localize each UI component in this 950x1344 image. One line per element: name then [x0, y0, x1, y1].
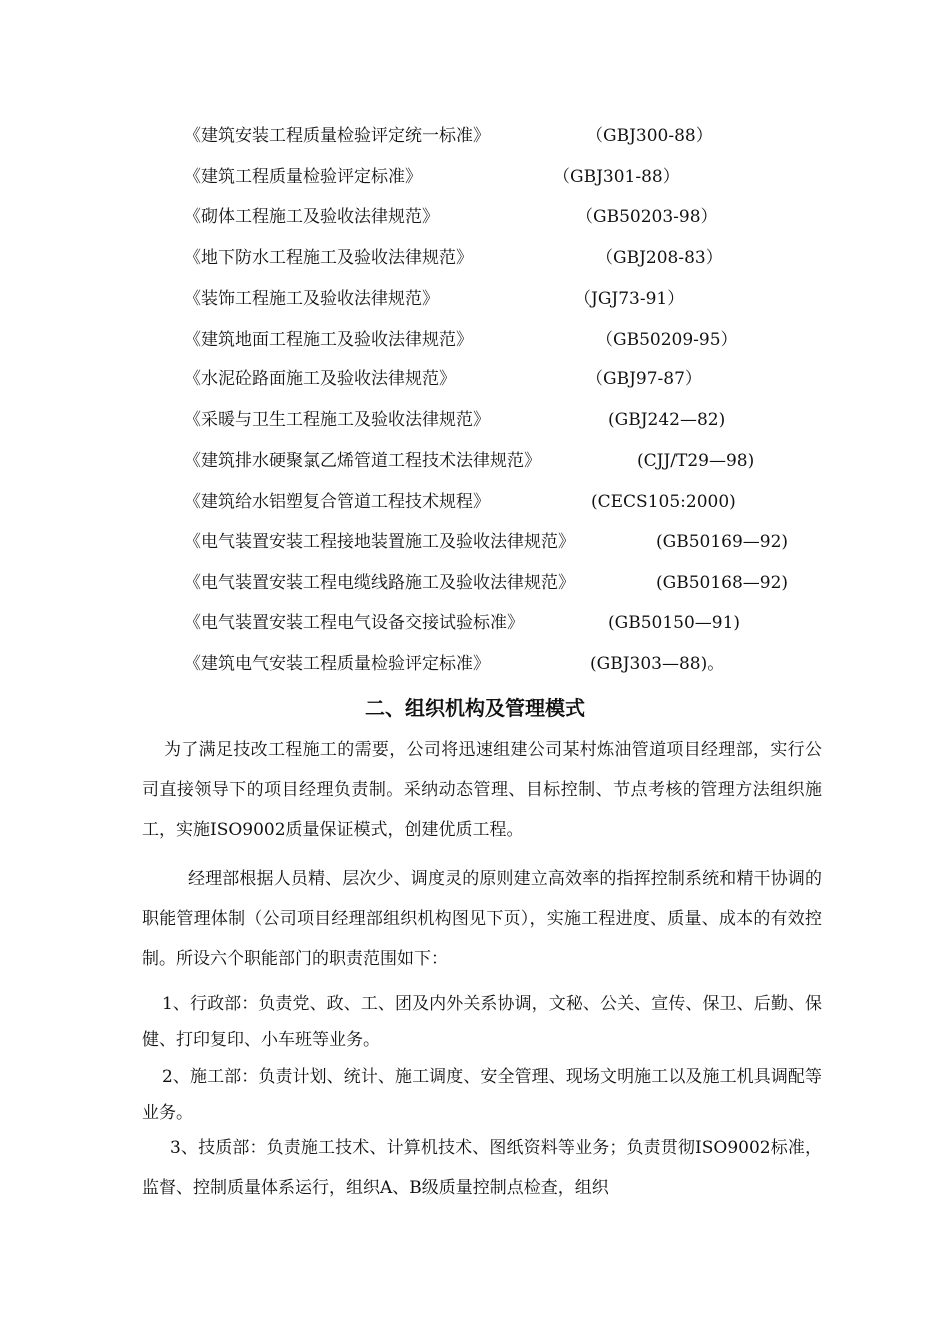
standard-item	[0, 608, 950, 638]
paragraph-construction-dept: 2、施工部：负责计划、统计、施工调度、安全管理、现场文明施工以及施工机具调配等业务。	[142, 1067, 822, 1123]
standard-item	[0, 649, 950, 679]
standard-item	[0, 364, 950, 394]
standard-name: 《采暖与卫生工程施工及验收法律规范》	[184, 410, 490, 430]
standard-name: 《建筑给水铝塑复合管道工程技术规程》	[184, 492, 490, 512]
standard-name: 《建筑安装工程质量检验评定统一标准》	[184, 126, 490, 146]
standard-item	[0, 487, 950, 517]
standard-item	[0, 568, 950, 598]
standard-name: 《电气装置安装工程电缆线路施工及验收法律规范》	[184, 573, 575, 593]
standard-item	[0, 243, 950, 273]
standard-name: 《砌体工程施工及验收法律规范》	[184, 207, 439, 227]
standard-code: （GB50203-98）	[576, 207, 718, 227]
standard-code: （GBJ301-88）	[553, 167, 680, 187]
standard-item	[0, 405, 950, 435]
section-heading: 二、组织机构及管理模式	[365, 696, 585, 720]
standard-code: (CJJ/T29—98)	[637, 451, 755, 471]
standard-code: (GB50150—91)	[608, 613, 741, 633]
standard-code: (GBJ242—82)	[608, 410, 726, 430]
standard-item	[0, 121, 950, 151]
standard-name: 《电气装置安装工程电气设备交接试验标准》	[184, 613, 524, 633]
standard-code: (CECS105:2000)	[591, 492, 736, 512]
standard-item	[0, 162, 950, 192]
paragraph-admin-dept: 1、行政部：负责党、政、工、团及内外关系协调，文秘、公关、宣传、保卫、后勤、保健、打印复印、小车班等业务。	[142, 994, 822, 1050]
standard-code: (GB50169—92)	[656, 532, 789, 552]
standard-code: （GBJ300-88）	[586, 126, 713, 146]
standard-name: 《建筑排水硬聚氯乙烯管道工程技术法律规范》	[184, 451, 541, 471]
standard-name: 《建筑电气安装工程质量检验评定标准》	[184, 654, 490, 674]
standard-item	[0, 325, 950, 355]
paragraph-intro: 为了满足技改工程施工的需要，公司将迅速组建公司某村炼油管道项目经理部，实行公司直接领导下的项目经理负责制。采纳动态管理、目标控制、节点考核的管理方法组织施工，实施ISO9002质量保证模式，创建优质工程。	[142, 740, 822, 840]
standard-code: （JGJ73-91）	[574, 289, 685, 309]
standard-name: 《地下防水工程施工及验收法律规范》	[184, 248, 473, 268]
standard-name: 《装饰工程施工及验收法律规范》	[184, 289, 439, 309]
paragraph-structure: 经理部根据人员精、层次少、调度灵的原则建立高效率的指挥控制系统和精干协调的职能管理体制（公司项目经理部组织机构图见下页），实施工程进度、质量、成本的有效控制。所设六个职能部门的职责范围如下：	[142, 869, 822, 969]
standard-name: 《建筑工程质量检验评定标准》	[184, 167, 422, 187]
standard-item	[0, 202, 950, 232]
standard-code: (GB50168—92)	[656, 573, 789, 593]
standard-item	[0, 446, 950, 476]
standard-code: （GB50209-95）	[596, 330, 738, 350]
standard-item	[0, 284, 950, 314]
standard-item	[0, 527, 950, 557]
standard-code: （GBJ208-83）	[596, 248, 723, 268]
standard-name: 《电气装置安装工程接地装置施工及验收法律规范》	[184, 532, 575, 552]
standard-name: 《建筑地面工程施工及验收法律规范》	[184, 330, 473, 350]
standard-code: （GBJ97-87）	[586, 369, 702, 389]
paragraph-tech-quality-dept: 3、技质部：负责施工技术、计算机技术、图纸资料等业务；负责贯彻ISO9002标准，监督、控制质量体系运行，组织A、B级质量控制点检查，组织	[142, 1138, 822, 1198]
standard-code: (GBJ303—88)。	[590, 654, 725, 674]
standard-name: 《水泥砼路面施工及验收法律规范》	[184, 369, 456, 389]
